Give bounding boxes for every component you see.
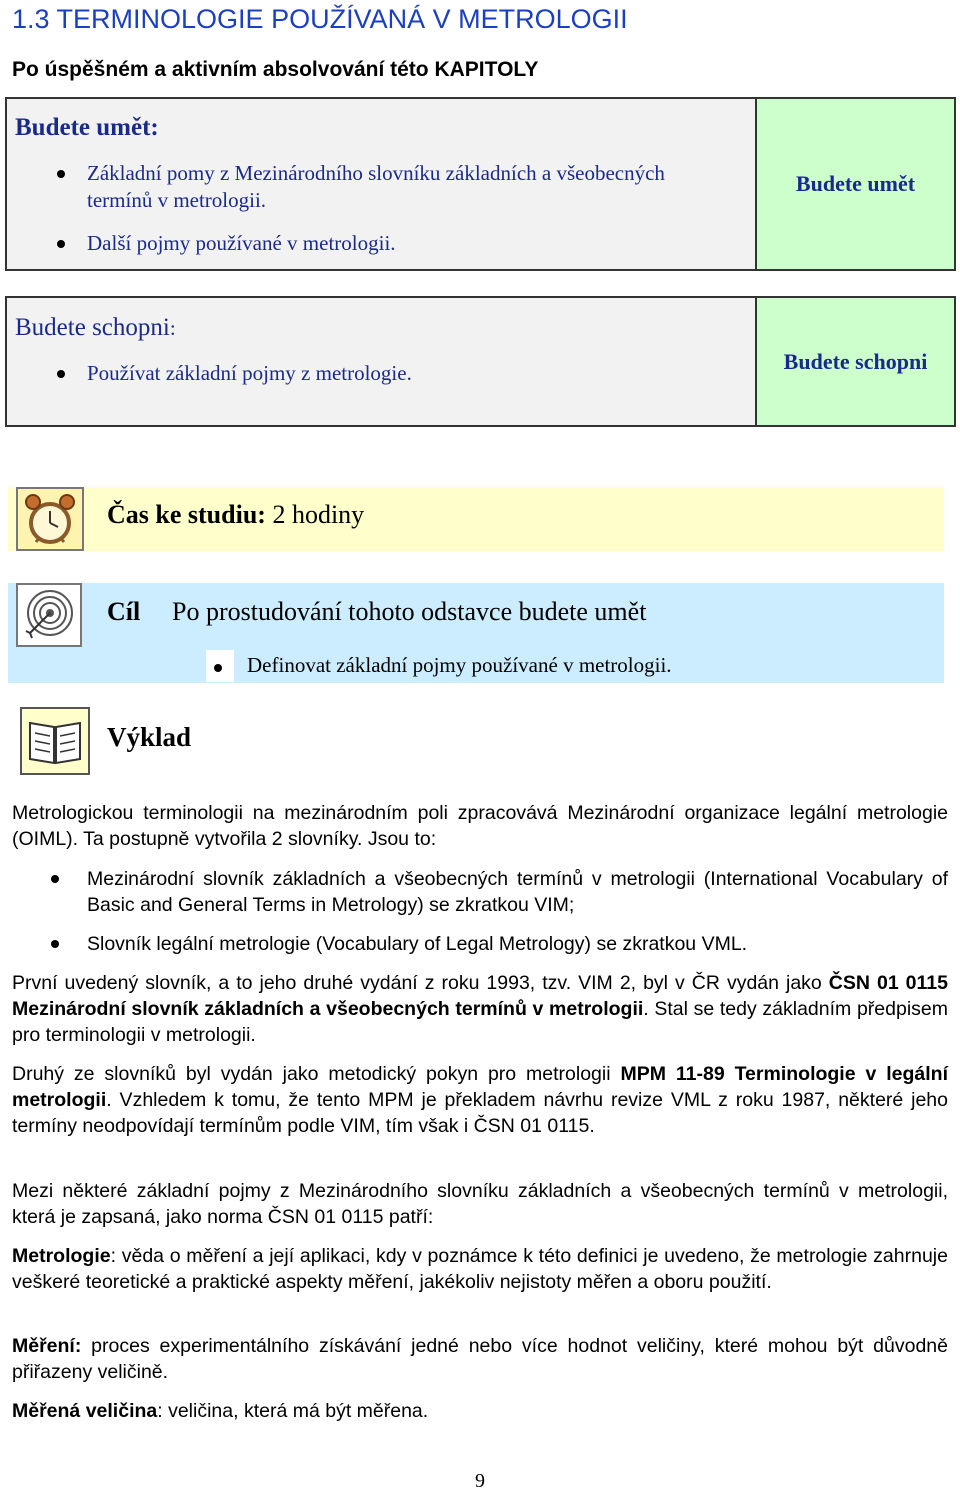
paragraph: První uvedený slovník, a to jeho druhé vydání z roku 1993, tzv. VIM 2, byl v ČR vydán jako ČSN 01 0115 Mezinárodní slovník základních a všeobecných termínů v metrologii. Stal se tedy základním předpisem pro terminologii v metrologii.	[12, 972, 948, 1046]
bullet-icon	[51, 875, 59, 883]
goal-item: Definovat základní pojmy používané v metrologii.	[247, 653, 672, 677]
bullet-icon	[214, 664, 222, 672]
goal-label: Cíl	[107, 597, 141, 626]
able-box	[5, 296, 757, 427]
learn-item: Základní pomy z Mezinárodního slovníku základních a všeobecných termínů v metrologii.	[87, 161, 665, 212]
page-title: 1.3 TERMINOLOGIE POUŽÍVANÁ V METROLOGII	[12, 4, 628, 34]
able-item: Používat základní pojmy z metrologie.	[87, 361, 412, 385]
study-time-label: Čas ke studiu:	[107, 500, 266, 529]
chapter-intro: Po úspěšném a aktivním absolvování této KAPITOLY	[12, 58, 539, 81]
page-number: 9	[475, 1470, 485, 1492]
learn-item: Další pojmy používané v metrologii.	[87, 231, 396, 255]
alarm-clock-icon	[16, 487, 84, 551]
learn-side-label: Budete umět	[755, 97, 956, 271]
explanation-label: Výklad	[107, 722, 192, 752]
bullet-icon	[57, 170, 65, 178]
study-time	[107, 500, 364, 530]
bullet-icon	[57, 370, 65, 378]
goal-text: Po prostudování tohoto odstavce budete umět	[172, 597, 647, 626]
open-book-icon	[20, 707, 90, 775]
learn-box	[5, 97, 757, 271]
list-item: Slovník legální metrologie (Vocabulary of Legal Metrology) se zkratkou VML.	[87, 933, 748, 955]
target-icon	[16, 583, 82, 647]
able-box-title: Budete schopni:	[15, 314, 176, 341]
list-item: Mezinárodní slovník základních a všeobecných termínů v metrologii (International Vocabulary of Basic and General Terms in Metrology) se zkratkou VIM;	[87, 868, 948, 916]
bullet-icon	[51, 940, 59, 948]
able-side-label: Budete schopni	[755, 296, 956, 427]
definition-merena-velicina: Měřená veličina: veličina, která má být měřena.	[12, 1400, 429, 1422]
study-time-value: 2 hodiny	[265, 500, 365, 529]
paragraph: Druhý ze slovníků byl vydán jako metodický pokyn pro metrologii MPM 11-89 Terminologie v legální metrologii. Vzhledem k tomu, že tento MPM je překladem návrhu revize VML z roku 1987, některé jeho termíny neodpovídají termínům podle VIM, tím však i ČSN 01 0115.	[12, 1063, 948, 1137]
definition-metrologie: Metrologie: věda o měření a její aplikaci, kdy v poznámce k této definici je uvedeno, že metrologie zahrnuje veškeré teoretické a praktické aspekty měření, jakékoliv nejistoty měřen a oboru použití.	[12, 1245, 948, 1293]
paragraph: Metrologickou terminologii na mezinárodním poli zpracovává Mezinárodní organizace legální metrologie (OIML). Ta postupně vytvořila 2 slovníky. Jsou to:	[12, 802, 948, 850]
definition-mereni: Měření: proces experimentálního získávání jedné nebo více hodnot veličiny, které mohou být důvodně přiřazeny veličině.	[12, 1335, 948, 1383]
paragraph: Mezi některé základní pojmy z Mezinárodního slovníku základních a všeobecných termínů v metrologii, která je zapsaná, jako norma ČSN 01 0115 patří:	[12, 1180, 948, 1228]
bullet-icon	[57, 240, 65, 248]
learn-box-title: Budete umět:	[15, 114, 159, 141]
